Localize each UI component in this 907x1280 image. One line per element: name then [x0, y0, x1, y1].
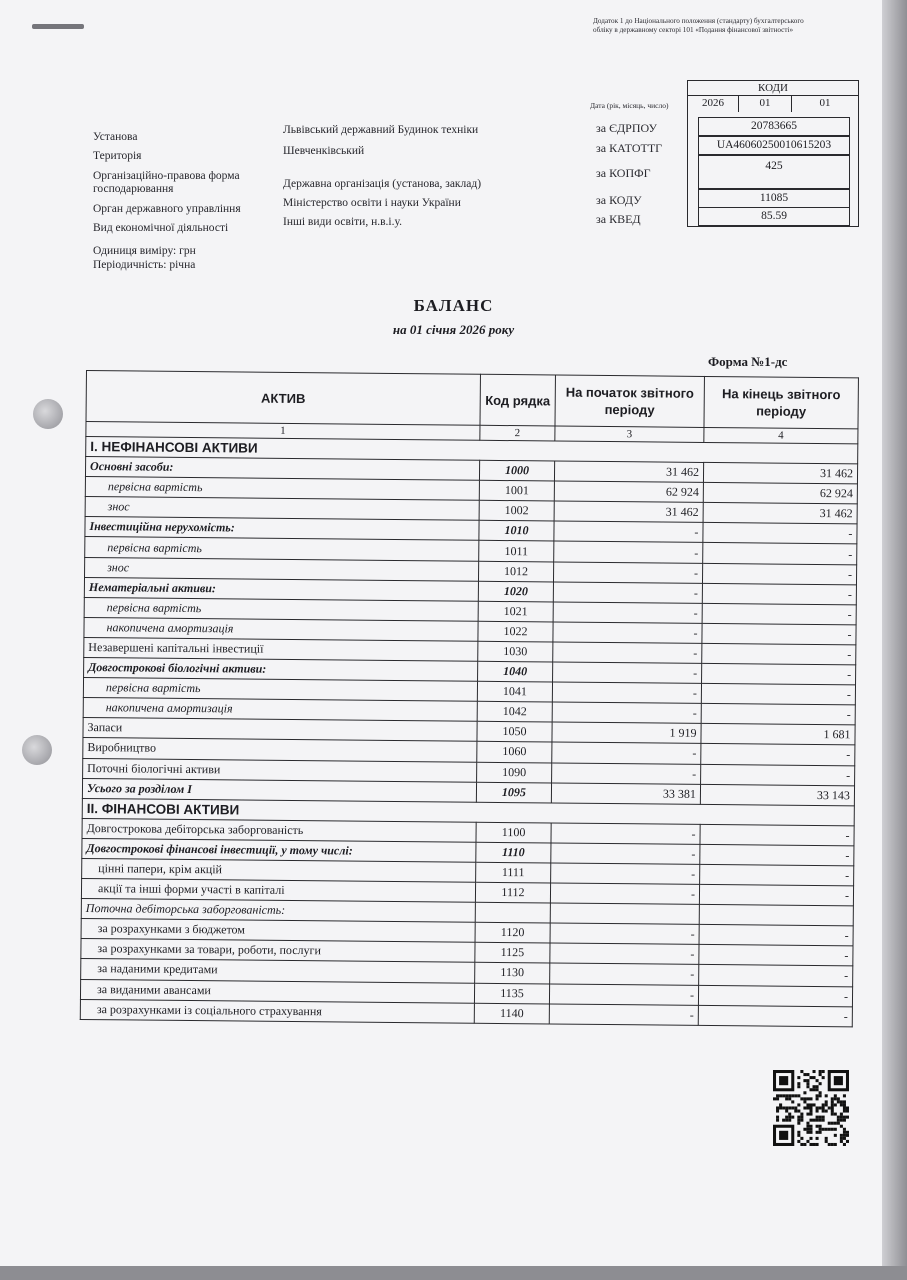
- row-code: 1000: [479, 460, 554, 481]
- row-label: знос: [85, 557, 479, 581]
- row-label: за наданими кредитами: [81, 959, 475, 983]
- row-label: первісна вартість: [83, 678, 477, 702]
- document-date: на 01 січня 2026 року: [392, 322, 515, 337]
- row-end-value: -: [702, 603, 856, 625]
- code-edrpou: 20783665: [698, 117, 850, 136]
- row-end-value: -: [699, 925, 853, 947]
- row-end-value: -: [701, 764, 855, 786]
- row-end-value: -: [702, 623, 856, 645]
- row-end-value: -: [702, 563, 856, 585]
- punch-hole: [33, 399, 63, 429]
- row-start-value: -: [549, 1004, 698, 1026]
- row-code: 1042: [477, 701, 552, 722]
- meta-label-territory: Територія: [93, 150, 142, 162]
- row-end-value: 31 462: [703, 463, 857, 485]
- table-header-row: [86, 371, 858, 429]
- section-title: І. НЕФІНАНСОВІ АКТИВИ: [86, 437, 858, 465]
- row-end-value: -: [701, 744, 855, 766]
- row-code: 1020: [478, 581, 553, 602]
- row-label: накопичена амортизація: [83, 698, 477, 722]
- row-start-value: 33 381: [551, 783, 700, 805]
- col-number: 2: [480, 425, 555, 441]
- codes-box: [687, 80, 859, 227]
- row-label: Інвестиційна нерухомість:: [85, 517, 479, 541]
- row-code: 1100: [476, 822, 551, 843]
- col-number: 3: [555, 426, 704, 442]
- row-label: цінні папери, крім акцій: [82, 858, 476, 882]
- row-label: накопичена амортизація: [84, 617, 478, 641]
- row-end-value: -: [701, 684, 855, 706]
- row-code: 1041: [477, 681, 552, 702]
- row-label: Нематеріальні активи:: [84, 577, 478, 601]
- row-start-value: -: [553, 562, 702, 584]
- meta-label-institution: Установа: [93, 131, 138, 143]
- row-start-value: -: [550, 963, 699, 985]
- row-start-value: -: [550, 883, 699, 905]
- row-code: 1040: [478, 661, 553, 682]
- row-label: за розрахунками за товари, роботи, послуги: [81, 939, 475, 963]
- row-label: Основні засоби:: [85, 457, 479, 481]
- row-start-value: -: [552, 762, 701, 784]
- code-katottg: UA46060250010615203: [698, 136, 850, 155]
- row-label: первісна вартість: [84, 597, 478, 621]
- row-end-value: -: [702, 583, 856, 605]
- row-start-value: -: [553, 582, 702, 604]
- row-code: 1112: [475, 882, 550, 903]
- row-start-value: -: [553, 602, 702, 624]
- row-label: Виробництво: [83, 738, 477, 762]
- row-label: за виданими авансами: [80, 979, 474, 1003]
- meta-value-activity: Інші види освіти, н.в.і.у.: [283, 216, 402, 228]
- code-kopfg: 425: [698, 155, 850, 189]
- appendix-note: Додаток 1 до Національного положення (стандарту) бухгалтерського обліку в державному секторі 101 «Подання фінансової звітності»: [593, 17, 804, 34]
- row-code: 1012: [478, 561, 553, 582]
- date-month: 01: [739, 95, 792, 112]
- row-end-value: -: [702, 643, 856, 665]
- meta-label-activity: Вид економічної діяльності: [93, 222, 229, 234]
- periodicity: Періодичність: річна: [93, 259, 196, 271]
- row-start-value: 31 462: [554, 461, 703, 483]
- meta-value-authority: Міністерство освіти і науки України: [283, 197, 461, 209]
- row-code: 1022: [478, 621, 553, 642]
- row-start-value: -: [554, 541, 703, 563]
- row-label: Довгострокові фінансові інвестиції, у тому числі:: [82, 838, 476, 862]
- row-code: 1002: [479, 501, 554, 522]
- row-label: Поточні біологічні активи: [83, 758, 477, 782]
- row-start-value: -: [552, 682, 701, 704]
- row-end-value: -: [700, 844, 854, 866]
- row-code: 1030: [478, 641, 553, 662]
- section-title: ІІ. ФІНАНСОВІ АКТИВИ: [82, 798, 854, 826]
- row-code: 1060: [477, 742, 552, 763]
- row-label: первісна вартість: [85, 477, 479, 501]
- balance-table: [80, 370, 859, 1027]
- form-number: Форма №1-дс: [708, 354, 788, 369]
- row-label: Незавершені капітальні інвестиції: [84, 637, 478, 661]
- meta-value-territory: Шевченківський: [283, 145, 365, 157]
- meta-value-legal-form: Державна організація (установа, заклад): [283, 178, 482, 190]
- row-end-value: -: [699, 965, 853, 987]
- row-code: 1111: [476, 862, 551, 883]
- row-code: 1010: [479, 521, 554, 542]
- document-title: БАЛАНС: [413, 296, 494, 315]
- row-end-value: 1 681: [701, 724, 855, 746]
- za-edrpou-label: за ЄДРПОУ: [596, 121, 658, 135]
- za-kopfg-label: за КОПФГ: [596, 166, 651, 180]
- row-label: Поточна дебіторська заборгованість:: [81, 899, 475, 923]
- staple-mark: [32, 24, 84, 29]
- row-start-value: -: [551, 863, 700, 885]
- row-start-value: [550, 903, 699, 925]
- row-start-value: -: [549, 984, 698, 1006]
- row-label: за розрахунками з бюджетом: [81, 919, 475, 943]
- row-label: первісна вартість: [85, 537, 479, 561]
- meta-label-authority: Орган державного управління: [93, 203, 241, 215]
- date-label: Дата (рік, місяць, число): [590, 101, 669, 110]
- row-code: 1090: [477, 762, 552, 783]
- date-year: 2026: [688, 95, 739, 112]
- row-code: [475, 902, 550, 923]
- date-day: 01: [819, 97, 831, 109]
- row-code: 1125: [475, 943, 550, 964]
- qr-code: [773, 1070, 849, 1146]
- row-code: 1130: [475, 963, 550, 984]
- row-code: 1001: [479, 480, 554, 501]
- header-asset: АКТИВ: [86, 371, 480, 426]
- row-label: знос: [85, 497, 479, 521]
- row-code: 1120: [475, 923, 550, 944]
- code-kved: 85.59: [698, 207, 850, 226]
- row-end-value: -: [701, 704, 855, 726]
- row-end-value: -: [700, 824, 854, 846]
- row-code: 1135: [474, 983, 549, 1004]
- row-start-value: -: [552, 742, 701, 764]
- background-edge: [0, 1266, 907, 1280]
- row-start-value: -: [553, 662, 702, 684]
- col-number: 1: [86, 422, 480, 441]
- za-kodu-label: за КОДУ: [596, 193, 642, 207]
- row-end-value: 33 143: [700, 784, 854, 806]
- row-start-value: -: [552, 702, 701, 724]
- header-end: На кінець звітного періоду: [704, 376, 858, 428]
- code-kodu: 11085: [698, 189, 850, 208]
- row-start-value: -: [551, 843, 700, 865]
- row-end-value: -: [702, 663, 856, 685]
- row-end-value: 31 462: [703, 503, 857, 525]
- row-start-value: -: [550, 923, 699, 945]
- row-start-value: -: [554, 521, 703, 543]
- row-start-value: -: [551, 823, 700, 845]
- row-label: Усього за розділом І: [82, 778, 476, 802]
- row-start-value: 1 919: [552, 722, 701, 744]
- row-end-value: 62 924: [703, 483, 857, 505]
- background-edge: [882, 0, 907, 1280]
- row-end-value: -: [698, 1005, 852, 1027]
- meta-label-legal-form: Організаційно-правова форма господарювання: [93, 170, 240, 195]
- meta-value-institution: Львівський державний Будинок техніки: [283, 124, 479, 136]
- header-code: Код рядка: [480, 374, 555, 426]
- row-end-value: -: [703, 523, 857, 545]
- col-number: 4: [704, 427, 858, 443]
- row-end-value: -: [700, 864, 854, 886]
- row-code: 1021: [478, 601, 553, 622]
- row-label: за розрахунками із соціального страхування: [80, 999, 474, 1023]
- row-label: Запаси: [83, 718, 477, 742]
- codes-title: КОДИ: [688, 81, 858, 96]
- punch-hole: [22, 735, 52, 765]
- row-start-value: 62 924: [554, 481, 703, 503]
- row-code: 1095: [476, 782, 551, 803]
- row-label: акції та інші форми участі в капіталі: [81, 879, 475, 903]
- row-end-value: -: [703, 543, 857, 565]
- za-katottg-label: за КАТОТТГ: [596, 141, 663, 155]
- row-code: 1140: [474, 1003, 549, 1024]
- row-start-value: -: [553, 642, 702, 664]
- row-start-value: -: [550, 943, 699, 965]
- row-label: Довгострокова дебіторська заборгованість: [82, 818, 476, 842]
- row-end-value: -: [699, 884, 853, 906]
- row-code: 1110: [476, 842, 551, 863]
- row-code: 1050: [477, 722, 552, 743]
- row-code: 1011: [479, 541, 554, 562]
- unit-of-measure: Одиниця виміру: грн: [93, 245, 196, 257]
- header-start: На початок звітного періоду: [555, 375, 704, 427]
- row-end-value: [699, 905, 853, 927]
- row-end-value: -: [699, 945, 853, 967]
- row-label: Довгострокові біологічні активи:: [84, 658, 478, 682]
- row-start-value: -: [553, 622, 702, 644]
- row-start-value: 31 462: [554, 501, 703, 523]
- row-end-value: -: [698, 985, 852, 1007]
- za-kved-label: за КВЕД: [596, 212, 641, 226]
